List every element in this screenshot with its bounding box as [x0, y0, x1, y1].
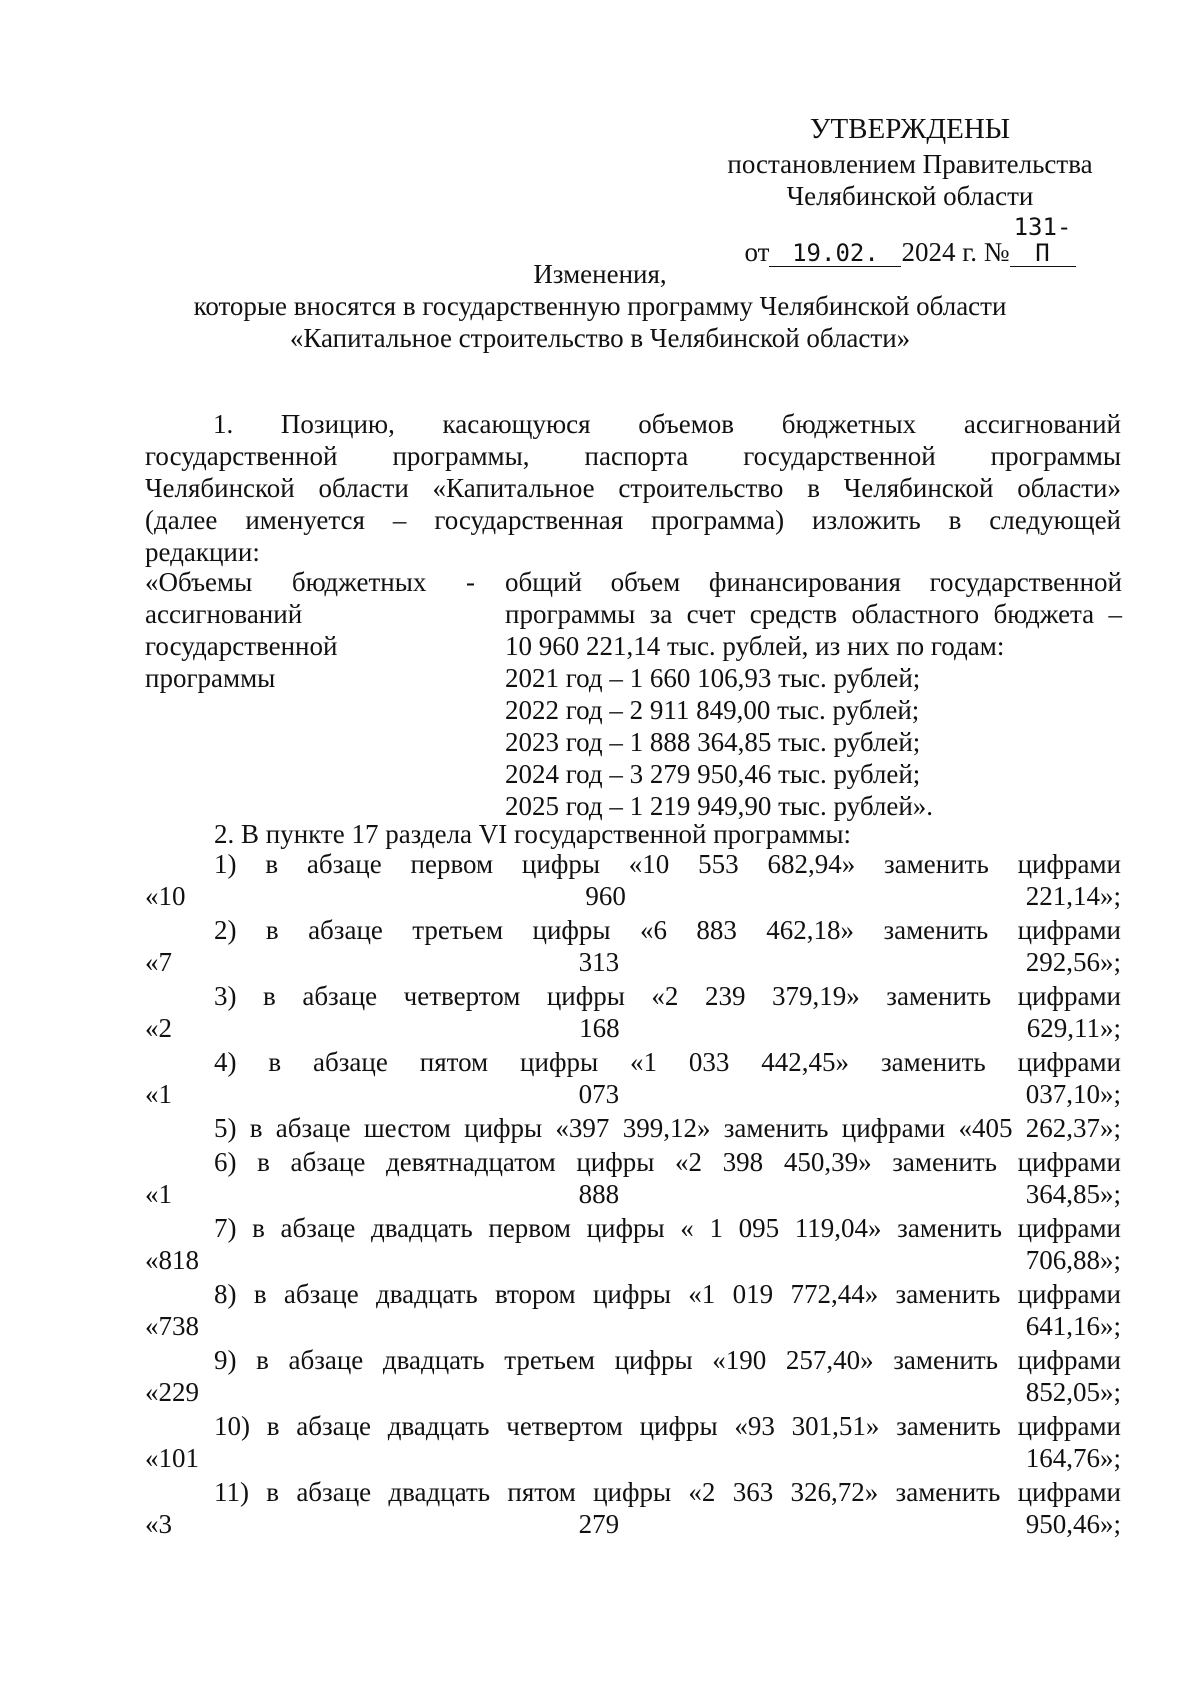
item-1-line: (далее именуется – государственная программа) изложить в следующей — [145, 505, 1121, 535]
year-text: 2024 г. № — [901, 237, 1010, 267]
subitem-line: 1) в абзаце первом цифры «10 553 682,94» заменить цифрами — [214, 849, 1121, 879]
subitem-line: «10 960 221,14»; — [145, 881, 1121, 911]
subitem-line: 3) в абзаце четвертом цифры «2 239 379,19» заменить цифрами — [214, 981, 1121, 1011]
subitem-line: «3 279 950,46»; — [145, 1509, 1121, 1539]
subitem-line: «2 168 629,11»; — [145, 1013, 1121, 1043]
item-2-subitems — [145, 848, 1121, 1540]
item-1-line: редакции: — [145, 537, 260, 567]
subitem-line: 11) в абзаце двадцать пятом цифры «2 363 326,72» заменить цифрами — [214, 1477, 1121, 1507]
heading-line2: которые вносятся в государственную программу Челябинской области — [193, 291, 1007, 321]
approval-line2: Челябинской области — [786, 181, 1034, 211]
subitem — [145, 914, 1121, 978]
table-right-line: 2022 год – 2 911 849,00 тыс. рублей; — [505, 695, 920, 725]
document-heading — [150, 258, 1050, 354]
date-prefix: от — [744, 237, 770, 267]
approval-title: УТВЕРЖДЕНЫ — [809, 113, 1011, 145]
subitem-line: 9) в абзаце двадцать третьем цифры «190 257,40» заменить цифрами — [214, 1345, 1121, 1375]
item-1-line: 1. Позицию, касающуюся объемов бюджетных ассигнований — [213, 409, 1121, 439]
subitem-line: «1 073 037,10»; — [145, 1079, 1121, 1109]
table-right-line: 2024 год – 3 279 950,46 тыс. рублей; — [505, 759, 921, 789]
subitem-line: 8) в абзаце двадцать втором цифры «1 019 772,44» заменить цифрами — [214, 1279, 1121, 1309]
decree-number: 131-П — [1010, 214, 1076, 267]
table-right-line: 2021 год – 1 660 106,93 тыс. рублей; — [505, 663, 921, 693]
subitem-line: 10) в абзаце двадцать четвертом цифры «93 301,51» заменить цифрами — [214, 1411, 1121, 1441]
table-left-line: государственной — [145, 631, 338, 661]
table-right-line: 2025 год – 1 219 949,90 тыс. рублей». — [505, 791, 934, 821]
subitem-line: 2) в абзаце третьем цифры «6 883 462,18» заменить цифрами — [214, 915, 1121, 945]
table-left-column — [145, 566, 475, 694]
subitem — [145, 1046, 1121, 1110]
table-left-line: «Объемы бюджетных - — [145, 567, 475, 597]
item-1-line: государственной программы, паспорта государственной программы — [145, 441, 1121, 471]
subitem — [145, 1112, 1121, 1144]
heading-line1: Изменения, — [533, 259, 667, 289]
approval-line1: постановлением Правительства — [727, 149, 1093, 179]
heading-line3: «Капитальное строительство в Челябинской области» — [289, 323, 911, 353]
table-right-line: общий объем финансирования государственной — [505, 567, 1122, 597]
subitem — [145, 1278, 1121, 1342]
table-right-line: 10 960 221,14 тыс. рублей, из них по годам: — [505, 631, 1005, 661]
subitem-line: «229 852,05»; — [145, 1377, 1121, 1407]
subitem — [145, 980, 1121, 1044]
subitem-line: «7 313 292,56»; — [145, 947, 1121, 977]
date-value: 19.02. — [769, 240, 901, 267]
subitem — [145, 1476, 1121, 1540]
item-1-line: Челябинской области «Капитальное строительство в Челябинской области» — [145, 473, 1121, 503]
table-left-line: ассигнований — [145, 599, 303, 629]
table-right-column — [505, 566, 1122, 822]
subitem — [145, 848, 1121, 912]
subitem-line: 6) в абзаце девятнадцатом цифры «2 398 450,39» заменить цифрами — [214, 1147, 1121, 1177]
subitem-line: 5) в абзаце шестом цифры «397 399,12» заменить цифрами «405 262,37»; — [214, 1113, 1121, 1143]
subitem-line: «738 641,16»; — [145, 1311, 1121, 1341]
table-left-line: программы — [145, 663, 276, 693]
subitem — [145, 1410, 1121, 1474]
subitem-line: «818 706,88»; — [145, 1245, 1121, 1275]
item-1 — [145, 408, 1121, 568]
subitem-line: «1 888 364,85»; — [145, 1179, 1121, 1209]
subitem-line: 7) в абзаце двадцать первом цифры « 1 095 119,04» заменить цифрами — [214, 1213, 1121, 1243]
subitem — [145, 1146, 1121, 1210]
subitem-line: «101 164,76»; — [145, 1443, 1121, 1473]
item-2-intro: 2. В пункте 17 раздела VI государственной программы: — [214, 819, 852, 849]
table-right-line: программы за счет средств областного бюджета – — [505, 599, 1122, 629]
approval-block — [700, 112, 1120, 268]
subitem — [145, 1212, 1121, 1276]
table-right-line: 2023 год – 1 888 364,85 тыс. рублей; — [505, 727, 921, 757]
subitem — [145, 1344, 1121, 1408]
subitem-line: 4) в абзаце пятом цифры «1 033 442,45» заменить цифрами — [214, 1047, 1121, 1077]
